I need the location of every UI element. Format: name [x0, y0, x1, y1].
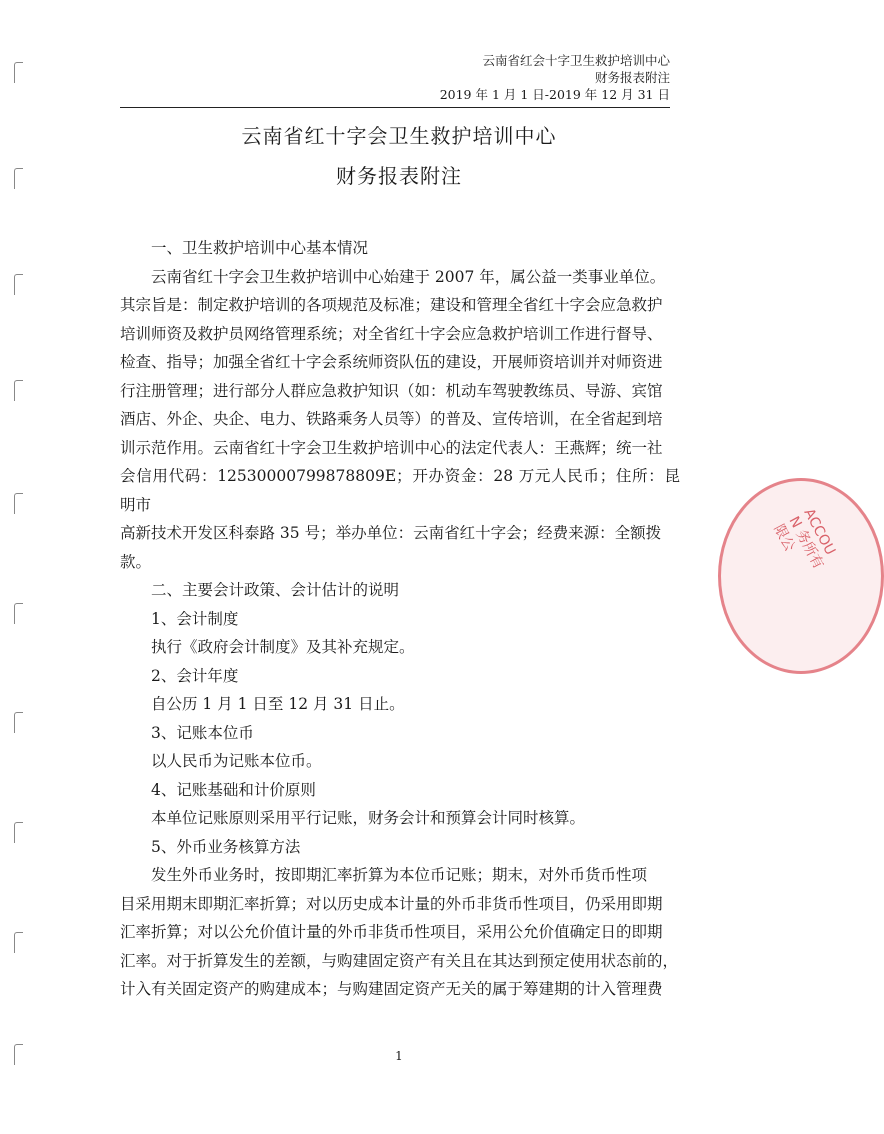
binding-hole-mark [14, 380, 23, 401]
document-body [120, 234, 680, 1004]
binding-hole-mark [14, 712, 23, 733]
paragraph-line: 检查、指导；加强全省红十字会系统师资队伍的建设，开展师资培训并对师资进 [120, 353, 663, 371]
section-2-5-paragraph [120, 861, 680, 1004]
paragraph-line: 汇率。对于折算发生的差额，与购建固定资产有关且在其达到预定使用状态前的， [120, 951, 679, 970]
header-rule [120, 107, 670, 108]
page-number: 1 [395, 1049, 403, 1063]
seal-text: ACCOUN 务所有限公 [770, 505, 839, 572]
section-2-heading: 二、主要会计政策、会计估计的说明 [151, 581, 400, 599]
document-subtitle: 财务报表附注 [336, 164, 462, 188]
subsection-heading: 3、记账本位币 [151, 723, 254, 742]
subsection-text: 本单位记账原则采用平行记账，财务会计和预算会计同时核算。 [151, 809, 586, 827]
header-period: 2019 年 1 月 1 日-2019 年 12 月 31 日 [439, 87, 670, 102]
binding-hole-mark [14, 493, 23, 514]
subsection-text: 自公历 1 月 1 日至 12 月 31 日止。 [151, 695, 405, 713]
document-title: 云南省红十字会卫生救护培训中心 [241, 124, 557, 148]
section-1-heading: 一、卫生救护培训中心基本情况 [151, 239, 369, 257]
paragraph-line: 训示范作用。云南省红十字会卫生救护培训中心的法定代表人：王燕辉；统一社 [120, 438, 663, 457]
binding-hole-mark [14, 62, 23, 83]
subsection-heading: 5、外币业务核算方法 [151, 837, 301, 856]
running-header [440, 52, 670, 103]
subsection-text: 执行《政府会计制度》及其补充规定。 [151, 638, 415, 656]
paragraph-line: 目采用期末即期汇率折算；对以历史成本计量的外币非货币性项目，仍采用即期 [120, 894, 663, 913]
paragraph-line: 高新技术开发区科泰路 35 号；举办单位：云南省红十字会；经费来源：全额拨 [120, 524, 662, 542]
subsection-heading: 2、会计年度 [151, 666, 239, 685]
paragraph-line: 会信用代码：12530000799878809E；开办资金：28 万元人民币；住所：昆明市 [120, 467, 680, 514]
binding-hole-mark [14, 932, 23, 953]
paragraph-line: 培训师资及救护员网络管理系统；对全省红十字会应急救护培训工作进行督导、 [120, 324, 663, 343]
binding-hole-mark [14, 274, 23, 295]
header-doc: 财务报表附注 [594, 70, 670, 85]
subsection-heading: 1、会计制度 [151, 609, 239, 628]
paragraph-line: 行注册管理；进行部分人群应急救护知识（如：机动车驾驶教练员、导游、宾馆 [120, 381, 663, 400]
binding-hole-mark [14, 603, 23, 624]
paragraph-line: 发生外币业务时，按即期汇率折算为本位币记账；期末，对外币货币性项 [151, 866, 648, 884]
subsection-heading: 4、记账基础和计价原则 [151, 780, 316, 799]
paragraph-line: 计入有关固定资产的购建成本；与购建固定资产无关的属于筹建期的计入管理费 [120, 980, 663, 998]
subsection-text: 以人民币为记账本位币。 [151, 752, 322, 770]
paragraph-line: 云南省红十字会卫生救护培训中心始建于 2007 年，属公益一类事业单位。 [151, 267, 666, 286]
binding-hole-mark [14, 822, 23, 843]
section-1-paragraph [120, 263, 680, 577]
paragraph-line: 酒店、外企、央企、电力、铁路乘务人员等）的普及、宣传培训，在全省起到培 [120, 410, 663, 428]
paragraph-line: 款。 [120, 552, 152, 571]
header-org: 云南省红会十字卫生救护培训中心 [482, 53, 670, 68]
paragraph-line: 其宗旨是：制定救护培训的各项规范及标准；建设和管理全省红十字会应急救护 [120, 296, 663, 314]
paragraph-line: 汇率折算；对以公允价值计量的外币非货币性项目，采用公允价值确定日的即期 [120, 923, 663, 941]
